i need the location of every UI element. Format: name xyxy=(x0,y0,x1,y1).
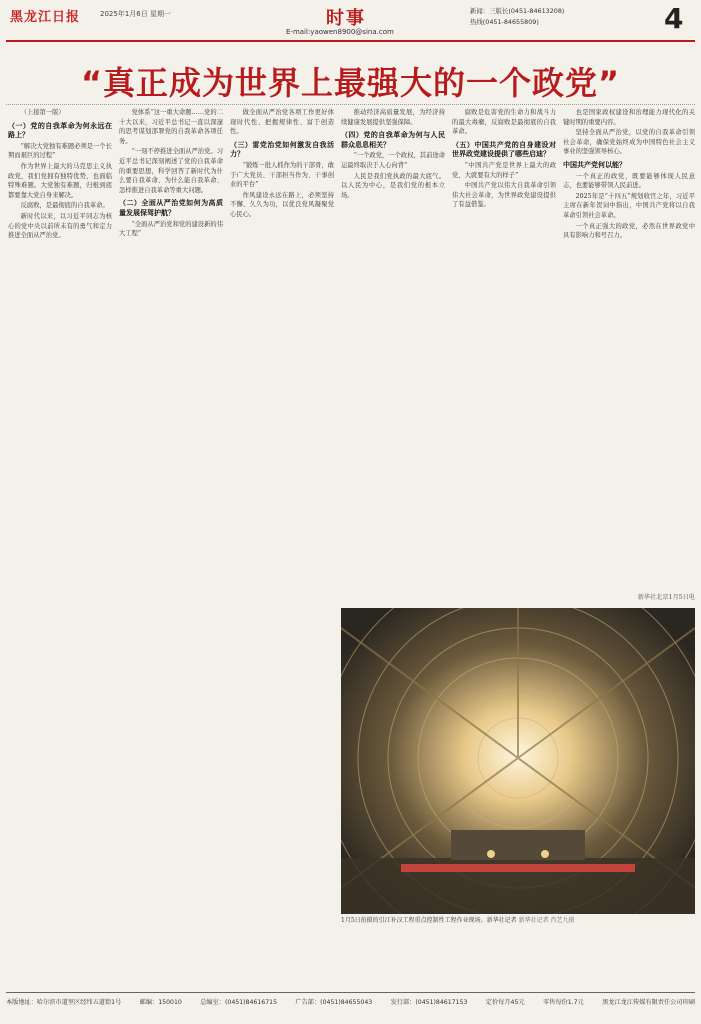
footer-phone-1: 总编室：(0451)84616715 xyxy=(200,999,278,1006)
paragraph: “全面从严治党和党的建设新的伟大工程” xyxy=(119,220,223,238)
paragraph: 也是国家政权建设和治理能力现代化的关键时期的重要内容。 xyxy=(563,109,695,126)
article-column-5 xyxy=(452,108,556,604)
dateline: 新华社北京1月5日电 xyxy=(637,594,695,601)
masthead-divider xyxy=(6,40,695,42)
footer xyxy=(6,992,695,1006)
subheading: （一）党的自我革命为何永远在路上？ xyxy=(8,120,112,140)
paragraph: “锻炼一批人抓作为的干部骨，敢于广大党员、干部担当作为、干事创业的平台” xyxy=(230,161,334,189)
caption-text: 1月5日拍摄的引江补汉工程重点控制性工程作业现场。新华社记者 xyxy=(341,917,517,924)
subheading: （五）中国共产党的自身建设对世界政党建设提供了哪些启迪？ xyxy=(452,139,556,159)
subheading: 中国共产党何以能？ xyxy=(563,159,626,169)
paragraph: “一个政党，一个政权，其前途命运最终取决于人心向背” xyxy=(341,152,445,169)
subheading: （三）雷党治党如何激发自我活力？ xyxy=(230,139,334,159)
page-number: 4 xyxy=(664,2,684,35)
paragraph: 坚持全面从严治党，以党的自我革命引领社会革命，确保党始终成为中国特色社会主义事业的坚强领导核心。 xyxy=(563,129,695,156)
footer-price: 定价每月45元 xyxy=(485,999,525,1006)
hotline-2: 热线(0451-84655809) xyxy=(470,18,539,26)
paragraph: 推动经济高质量发展，为经济持续健康发展提供坚强保障。 xyxy=(341,109,445,126)
photo-caption xyxy=(341,916,695,925)
paragraph: 做全面从严治党各项工作更好体现时代性、把握规律性、富于创造性。 xyxy=(230,109,334,136)
masthead xyxy=(0,0,701,40)
news-photo xyxy=(341,608,695,914)
paragraph: 2025年是“十四五”规划收官之年，习近平主席在新年贺词中指出，中国共产党将以自我革命引领社会革命。 xyxy=(563,192,695,219)
headline: “真正成为世界上最强大的一个政党” xyxy=(80,64,621,102)
footer-phone-2: 广告部：(0451)84655043 xyxy=(295,999,373,1006)
headline-divider xyxy=(6,104,695,105)
newspaper-logo: 黑龙江日报 xyxy=(10,10,81,25)
subheading: （二）全面从严治党如何为高质量发展保驾护航？ xyxy=(119,198,223,217)
issue-date: 2025年1月6日 星期一 xyxy=(100,10,171,18)
article-column-2 xyxy=(119,108,223,988)
paragraph: 新时代以来，以习近平同志为核心的党中央以前所未有的勇气和定力推进全面从严治党。 xyxy=(8,212,112,240)
footer-address: 本版地址：哈尔滨市道里区经纬五道街1号 xyxy=(6,999,122,1006)
footer-retail: 零售每份1.7元 xyxy=(542,999,584,1006)
paragraph: 作为世界上最大的马克思主义执政党，我们党拥有独特优势，也面临特殊难题。大党独有难题，归根到底都要靠大党自身来解决。 xyxy=(8,162,112,199)
footer-phone-3: 发行部：(0451)84617153 xyxy=(390,999,468,1006)
section-title: 时事 xyxy=(326,8,366,29)
article-column-6 xyxy=(563,108,695,604)
paragraph: “一刻不停推进全面从严治党。习近平总书记深刻阐述了党的自我革命的重要思想，科学回答了新时代为什么要自我革命、为什么能自我革命、怎样推进自我革命等重大问题。 xyxy=(119,148,223,194)
paragraph: “解决大党独有难题必须是一个长期而艰巨的过程” xyxy=(8,142,112,160)
footer-printer: 黑龙江龙江传媒有限责任公司印刷 xyxy=(602,999,695,1006)
article-column-3 xyxy=(230,108,334,988)
photo-credit: 新华社记者 肖艺九摄 xyxy=(518,917,575,924)
email-address[interactable]: E-mail:yaowen8900@sina.com xyxy=(286,28,394,36)
hotline-1: 新闻：三版长(0451-84613208) xyxy=(470,7,565,15)
subheading: （四）党的自我革命为何与人民群众息息相关？ xyxy=(341,130,445,149)
paragraph: 一个真正的政党，既要能够体现人民意志，也要能够带领人民前进。 xyxy=(563,172,695,190)
lead-note: （上接第一版） xyxy=(20,109,65,116)
footer-postcode: 邮编：150010 xyxy=(139,999,182,1006)
paragraph: 反腐败，是最彻底的自我革命。 xyxy=(20,202,109,210)
paragraph: 人民是我们党执政的最大底气。以人民为中心，是我们党的根本立场。 xyxy=(341,172,445,199)
paragraph: 中国共产党以伟大自我革命引领伟大社会革命，为世界政党建设提供了有益借鉴。 xyxy=(452,182,556,209)
tunnel-construction-photo xyxy=(341,608,695,914)
paragraph: 腐败是危害党的生命力和战斗力的最大毒瘤，反腐败是最彻底的自我革命。 xyxy=(452,109,556,136)
article-column-4 xyxy=(341,108,445,604)
hotline-block xyxy=(470,6,564,28)
paragraph: 一个真正强大的政党，必然在世界政党中具有影响力和号召力。 xyxy=(563,222,695,240)
paragraph: 党体系“这一重大命题……党的二十大以来，习近平总书记一直以深邃的思考谋划部署党的自我革命各项任务。 xyxy=(119,109,223,145)
paragraph: “中国共产党是世界上最大的政党，大就要有大的样子” xyxy=(452,161,556,179)
article-column-1 xyxy=(8,108,112,988)
paragraph: 作风建设永远在路上，必须坚持不懈、久久为功，以优良党风凝聚党心民心。 xyxy=(230,191,334,218)
